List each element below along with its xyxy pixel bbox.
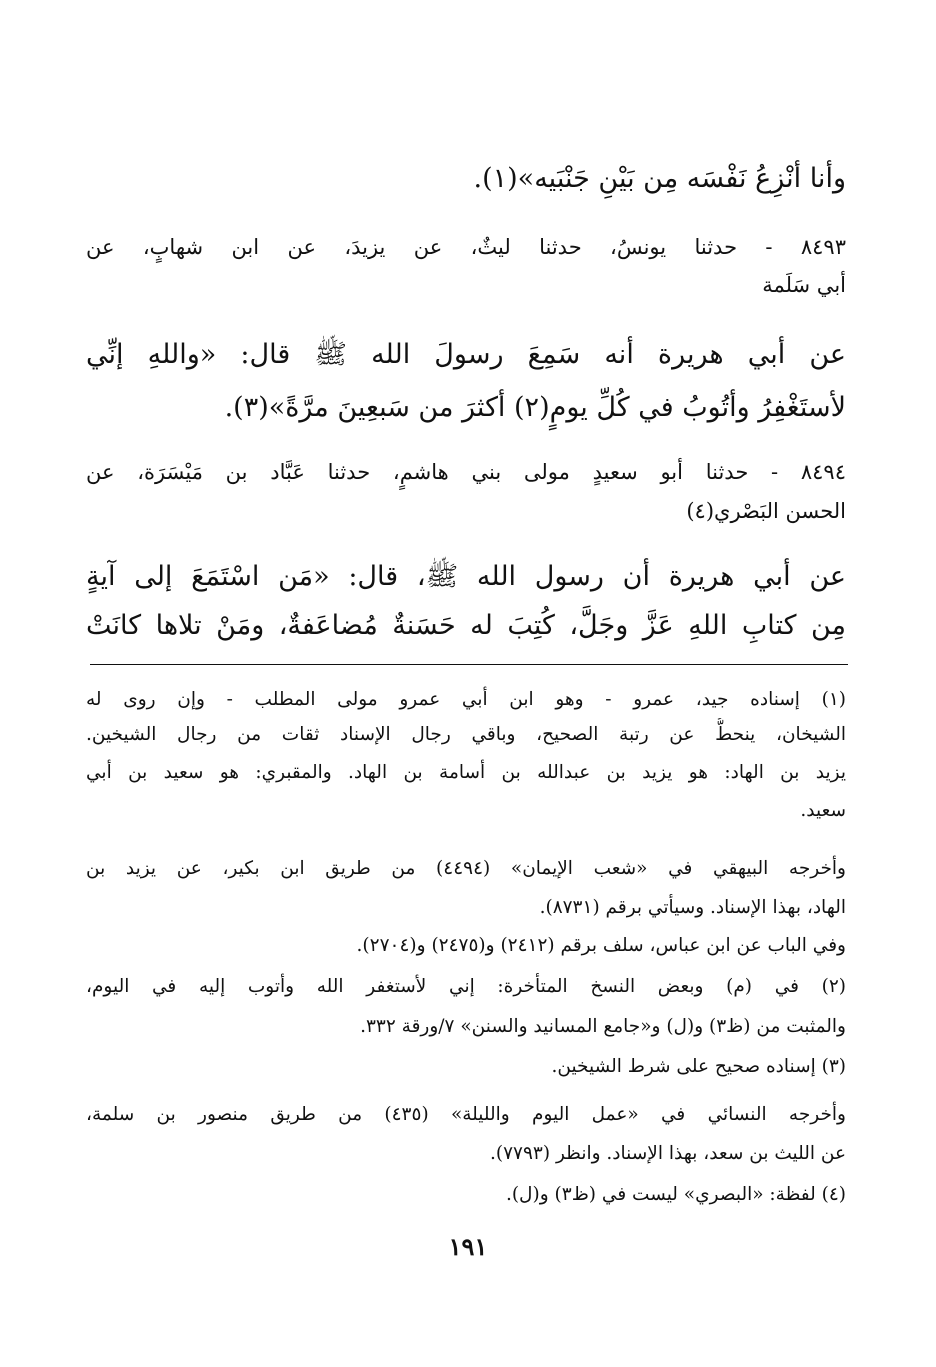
hadith-8493-isnad: ٨٤٩٣ - حدثنا يونسُ، حدثنا ليثٌ، عن يزيدَ، عن ابن شهابٍ، عن xyxy=(86,235,846,259)
page-number: ١٩١ xyxy=(448,1232,488,1261)
main-text-line: وأنا أنْزِعُ نَفْسَه مِن بَيْنِ جَنْبَيه»(١). xyxy=(473,163,846,194)
hadith-8494-isnad-end: الحسن البَصْري(٤) xyxy=(686,499,846,523)
footnote-separator xyxy=(90,664,848,665)
footnote-1-line: وأخرجه البيهقي في «شعب الإيمان» (٤٤٩٤) من طريق ابن بكير، عن يزيد بن xyxy=(86,858,846,879)
hadith-8494-isnad: ٨٤٩٤ - حدثنا أبو سعيدٍ مولى بني هاشمٍ، حدثنا عَبَّاد بن مَيْسَرَة، عن xyxy=(86,460,846,484)
footnote-3-line: عن الليث بن سعد، بهذا الإسناد. وانظر (٧٧٩٣). xyxy=(489,1143,846,1164)
hadith-8493-matn-end: لأستَغْفِرُ وأتُوبُ في كُلِّ يومٍ(٢) أكثرَ من سَبعِينَ مرَّةً»(٣). xyxy=(224,392,846,423)
hadith-8493-matn: عن أبي هريرة أنه سَمِعَ رسولَ الله ﷺ قال: «واللهِ إنِّي xyxy=(86,339,846,370)
footnote-3-line: وأخرجه النسائي في «عمل اليوم والليلة» (٤٣٥) من طريق منصور بن سلمة، xyxy=(86,1104,846,1125)
footnote-2-line: (٢) في (م) وبعض النسخ المتأخرة: إني لأستغفر الله وأتوب إليه في اليوم، xyxy=(86,976,846,997)
hadith-8493-isnad-end: أبي سَلَمة xyxy=(762,273,846,297)
footnote-1-line: (١) إسناده جيد، عمرو - وهو ابن أبي عمرو مولى المطلب - وإن روى له xyxy=(86,689,846,710)
footnote-1-line: سعيد. xyxy=(800,800,846,821)
footnote-1-line: وفي الباب عن ابن عباس، سلف برقم (٢٤١٢) و(٢٤٧٥) و(٢٧٠٤). xyxy=(356,935,846,956)
footnote-1-line: الهاد، بهذا الإسناد. وسيأتي برقم (٨٧٣١). xyxy=(539,897,846,918)
footnote-1-line: يزيد بن الهاد: هو يزيد بن عبدالله بن أسامة بن الهاد. والمقبري: هو سعيد بن أبي xyxy=(86,762,846,783)
footnote-2-line: والمثبت من (ظ٣) و(ل) و«جامع المسانيد والسنن» ٧/ورقة ٣٣٢. xyxy=(360,1016,846,1037)
hadith-8494-matn-continued: مِن كتابِ اللهِ عَزَّ وجَلَّ، كُتِبَ له حَسَنةٌ مُضاعَفةٌ، ومَنْ تلاها كانَتْ xyxy=(86,610,846,641)
footnote-1-line: الشيخان، ينحطُّ عن رتبة الصحيح، وباقي رجال الإسناد ثقات من رجال الشيخين. xyxy=(86,724,846,745)
hadith-8494-matn: عن أبي هريرة أن رسول الله ﷺ، قال: «مَن اسْتَمَعَ إلى آيةٍ xyxy=(86,561,846,592)
footnote-3-line: (٣) إسناده صحيح على شرط الشيخين. xyxy=(551,1056,846,1077)
footnote-4-line: (٤) لفظة: «البصري» ليست في (ظ٣) و(ل). xyxy=(505,1184,846,1205)
